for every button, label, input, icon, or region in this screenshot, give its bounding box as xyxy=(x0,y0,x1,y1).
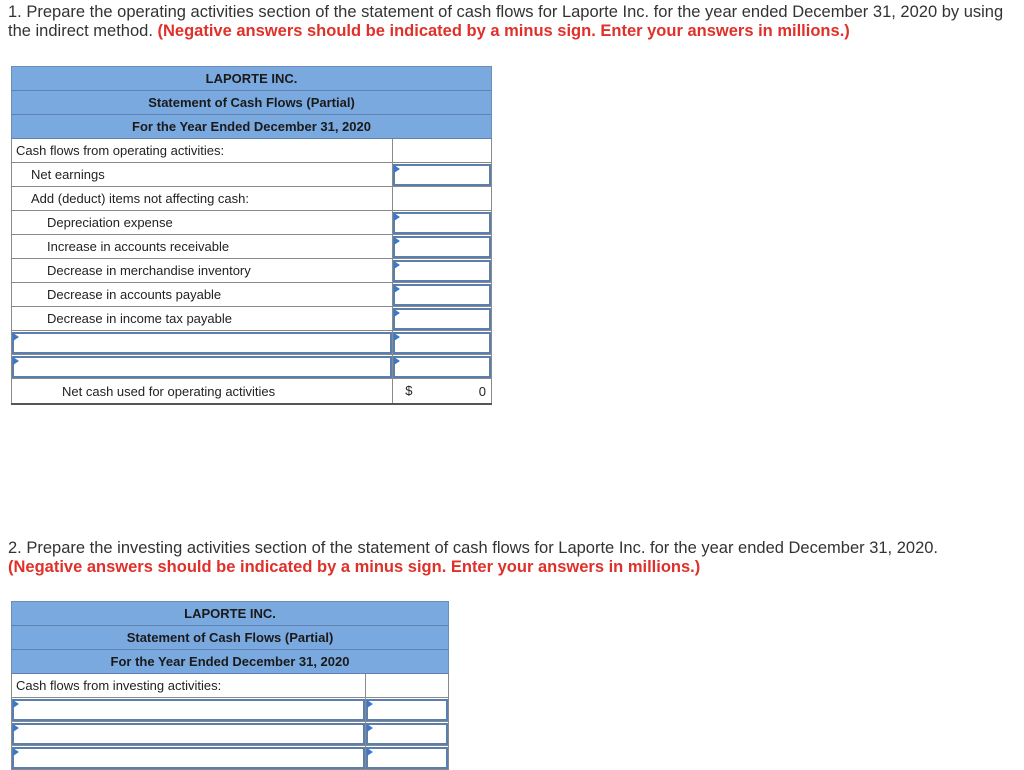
line-item-2-label: Increase in accounts receivable xyxy=(47,239,230,254)
blank-amount-input-2[interactable] xyxy=(393,356,491,378)
line-item-4-label: Decrease in accounts payable xyxy=(47,287,222,302)
line-item-2 xyxy=(12,235,393,259)
company-name: LAPORTE INC. xyxy=(12,67,492,91)
investing-label-input-1[interactable] xyxy=(12,699,365,721)
line-item-1-label: Depreciation expense xyxy=(47,215,173,230)
blank-label-input-1[interactable] xyxy=(12,332,392,354)
line-item-4-input[interactable] xyxy=(393,284,491,306)
investing-amount-input-2[interactable] xyxy=(366,723,448,745)
investing-amount-input-3[interactable] xyxy=(366,747,448,769)
input-marker-icon xyxy=(13,748,19,756)
currency-symbol: $ xyxy=(405,383,413,398)
input-marker-icon xyxy=(13,724,19,732)
statement-period: For the Year Ended December 31, 2020 xyxy=(12,650,449,674)
investing-amount-input-1[interactable] xyxy=(366,699,448,721)
input-marker-icon xyxy=(394,213,400,221)
input-marker-icon xyxy=(367,748,373,756)
net-earnings-label: Net earnings xyxy=(12,163,393,187)
question-2-instruction: (Negative answers should be indicated by a minus sign. Enter your answers in millions.) xyxy=(8,558,701,576)
input-marker-icon xyxy=(13,357,19,365)
investing-label-input-3[interactable] xyxy=(12,747,365,769)
question-2 xyxy=(8,539,1008,577)
blank-amount-input-1[interactable] xyxy=(393,332,491,354)
statement-period: For the Year Ended December 31, 2020 xyxy=(12,115,492,139)
total-value-cell xyxy=(393,379,492,405)
line-item-3-label: Decrease in merchandise inventory xyxy=(47,263,251,278)
line-item-1 xyxy=(12,211,393,235)
input-marker-icon xyxy=(394,333,400,341)
line-item-5 xyxy=(12,307,393,331)
input-marker-icon xyxy=(394,357,400,365)
line-item-2-input[interactable] xyxy=(393,236,491,258)
investing-label-input-2[interactable] xyxy=(12,723,365,745)
line-item-3-input[interactable] xyxy=(393,260,491,282)
input-marker-icon xyxy=(394,309,400,317)
line-item-1-input[interactable] xyxy=(393,212,491,234)
input-marker-icon xyxy=(394,237,400,245)
company-name: LAPORTE INC. xyxy=(12,602,449,626)
line-item-3 xyxy=(12,259,393,283)
input-marker-icon xyxy=(394,261,400,269)
line-item-4 xyxy=(12,283,393,307)
total-value: 0 xyxy=(478,383,486,399)
question-1-instruction: (Negative answers should be indicated by a minus sign. Enter your answers in millions.) xyxy=(157,22,850,40)
section-label: Cash flows from investing activities: xyxy=(12,674,366,698)
section-label: Cash flows from operating activities: xyxy=(12,139,393,163)
input-marker-icon xyxy=(367,724,373,732)
input-marker-icon xyxy=(367,700,373,708)
question-1-text: 1. Prepare the operating activities section of the statement of cash flows for Laporte Inc. for the year ended December 31, 2020 by using the indirect method. xyxy=(8,3,1004,40)
statement-title: Statement of Cash Flows (Partial) xyxy=(12,91,492,115)
question-2-text: 2. Prepare the investing activities section of the statement of cash flows for Laporte Inc. for the year ended December 31, 2020. xyxy=(8,539,939,557)
net-earnings-input[interactable] xyxy=(393,164,491,186)
operating-activities-table xyxy=(11,66,492,405)
line-item-5-label: Decrease in income tax payable xyxy=(47,311,232,326)
input-marker-icon xyxy=(13,700,19,708)
adjustments-label: Add (deduct) items not affecting cash: xyxy=(12,187,393,211)
investing-activities-table xyxy=(11,601,449,770)
input-marker-icon xyxy=(394,285,400,293)
blank-label-input-2[interactable] xyxy=(12,356,392,378)
input-marker-icon xyxy=(13,333,19,341)
total-label: Net cash used for operating activities xyxy=(12,379,393,405)
line-item-5-input[interactable] xyxy=(393,308,491,330)
input-marker-icon xyxy=(394,165,400,173)
statement-title: Statement of Cash Flows (Partial) xyxy=(12,626,449,650)
question-1 xyxy=(8,3,1008,41)
